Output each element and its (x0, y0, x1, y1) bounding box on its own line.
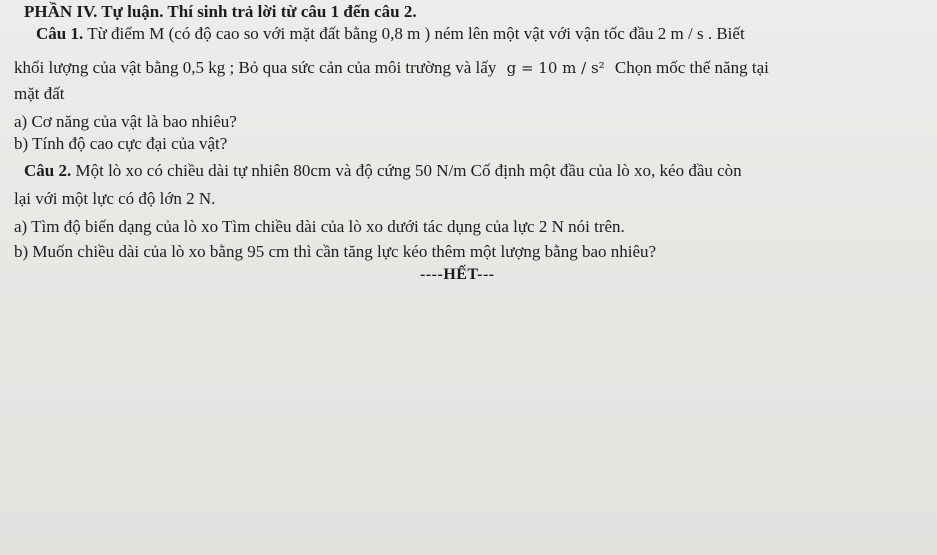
question-2-label: Câu 2. (24, 161, 72, 180)
question-1-text-2a: khối lượng của vật bằng 0,5 kg ; Bỏ qua sức cản của môi trường và lấy (14, 58, 497, 77)
question-2-part-a: a) Tìm độ biến dạng của lò xo Tìm chiều dài của lò xo dưới tác dụng của lực 2 N nói trên. (14, 217, 625, 236)
question-1-part-b: b) Tính độ cao cực đại của vật? (14, 134, 228, 153)
end-marker: ----HẾT--- (420, 266, 495, 283)
section-title: PHẦN IV. Tự luận. Thí sinh trả lời từ câu 1 đến câu 2. (24, 2, 417, 21)
question-1-line-1 (36, 24, 745, 44)
question-1-label: Câu 1. (36, 24, 84, 43)
gravity-formula: g = 10 m / s² (506, 59, 605, 77)
question-2-line-2: lại với một lực có độ lớn 2 N. (14, 189, 216, 208)
question-1-line-3: mặt đất (14, 84, 65, 103)
question-1-line-2 (14, 58, 769, 78)
question-2-text-1: Một lò xo có chiều dài tự nhiên 80cm và độ cứng 50 N/m Cố định một đầu của lò xo, kéo đầu còn (75, 161, 742, 180)
question-1-text-1: Từ điểm M (có độ cao so với mặt đất bằng 0,8 m ) ném lên một vật với vận tốc đầu 2 m / s . Biết (87, 24, 745, 43)
question-2-line-1 (24, 161, 742, 181)
question-1-text-2b: Chọn mốc thế năng tại (614, 58, 769, 77)
question-1-part-a: a) Cơ năng của vật là bao nhiêu? (14, 112, 237, 131)
question-2-part-b: b) Muốn chiều dài của lò xo bằng 95 cm thì cần tăng lực kéo thêm một lượng bằng bao nhiêu? (14, 242, 657, 261)
